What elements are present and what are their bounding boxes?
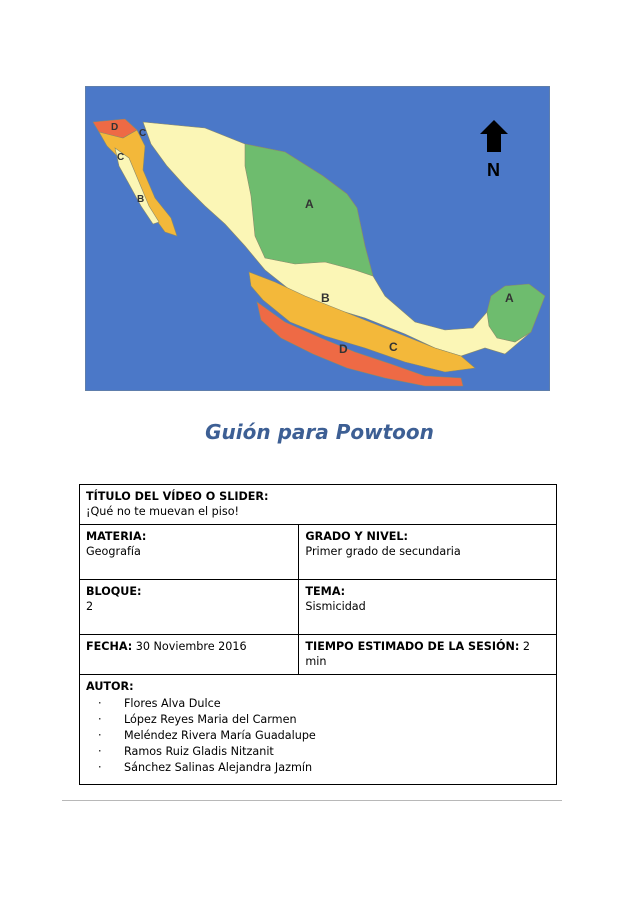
map-label-b-baja: B: [137, 194, 145, 205]
session-info-table: [79, 484, 557, 785]
date-value: 30 Noviembre 2016: [135, 640, 247, 653]
time-cell: [299, 635, 557, 675]
block-value: 2: [86, 600, 94, 613]
seismic-zone-map: [85, 86, 550, 391]
authors-list: [86, 696, 550, 776]
author-name: Meléndez Rivera María Guadalupe: [124, 729, 316, 742]
bullet-icon: ·: [98, 745, 102, 758]
topic-label: TEMA:: [305, 585, 346, 598]
footer-divider: [62, 800, 562, 801]
block-cell: [80, 580, 299, 635]
time-value: 2 min: [305, 640, 531, 668]
bullet-icon: ·: [98, 729, 102, 742]
date-label: FECHA:: [86, 640, 133, 653]
list-item: [86, 760, 550, 776]
document-title: Guión para Powtoon: [205, 420, 434, 444]
author-label: AUTOR:: [86, 680, 134, 693]
list-item: [86, 744, 550, 760]
map-label-c-baja: C: [117, 152, 125, 163]
bullet-icon: ·: [98, 761, 102, 774]
table-row: [80, 635, 557, 675]
table-row: [80, 675, 557, 785]
map-label-c-north: C: [139, 128, 147, 139]
map-label-a-yucatan: A: [505, 291, 514, 305]
video-title-value: ¡Qué no te muevan el piso!: [86, 505, 240, 518]
topic-value: Sismicidad: [305, 600, 366, 613]
video-title-cell: [80, 485, 557, 525]
author-name: Ramos Ruiz Gladis Nitzanit: [124, 745, 274, 758]
topic-cell: [299, 580, 557, 635]
author-name: López Reyes Maria del Carmen: [124, 713, 297, 726]
table-row: [80, 580, 557, 635]
date-cell: [80, 635, 299, 675]
list-item: [86, 712, 550, 728]
north-label: N: [487, 160, 500, 180]
map-label-b-center: B: [321, 291, 330, 305]
video-title-label: TÍTULO DEL VÍDEO O SLIDER:: [86, 490, 269, 503]
table-row: [80, 485, 557, 525]
map-label-a-northeast: A: [305, 197, 314, 211]
subject-value: Geografía: [86, 545, 141, 558]
subject-cell: [80, 525, 299, 580]
table-row: [80, 525, 557, 580]
block-label: BLOQUE:: [86, 585, 142, 598]
map-label-c-south: C: [389, 340, 398, 354]
map-label-d-south: D: [339, 342, 348, 356]
grade-cell: [299, 525, 557, 580]
author-name: Flores Alva Dulce: [124, 697, 221, 710]
author-name: Sánchez Salinas Alejandra Jazmín: [124, 761, 313, 774]
authors-cell: [80, 675, 557, 785]
grade-value: Primer grado de secundaria: [305, 545, 461, 558]
subject-label: MATERIA:: [86, 530, 147, 543]
mexico-map-svg: [85, 86, 550, 391]
bullet-icon: ·: [98, 697, 102, 710]
list-item: [86, 728, 550, 744]
grade-label: GRADO Y NIVEL:: [305, 530, 408, 543]
list-item: [86, 696, 550, 712]
time-label: TIEMPO ESTIMADO DE LA SESIÓN:: [305, 640, 520, 653]
bullet-icon: ·: [98, 713, 102, 726]
map-label-d-north: D: [111, 122, 119, 133]
